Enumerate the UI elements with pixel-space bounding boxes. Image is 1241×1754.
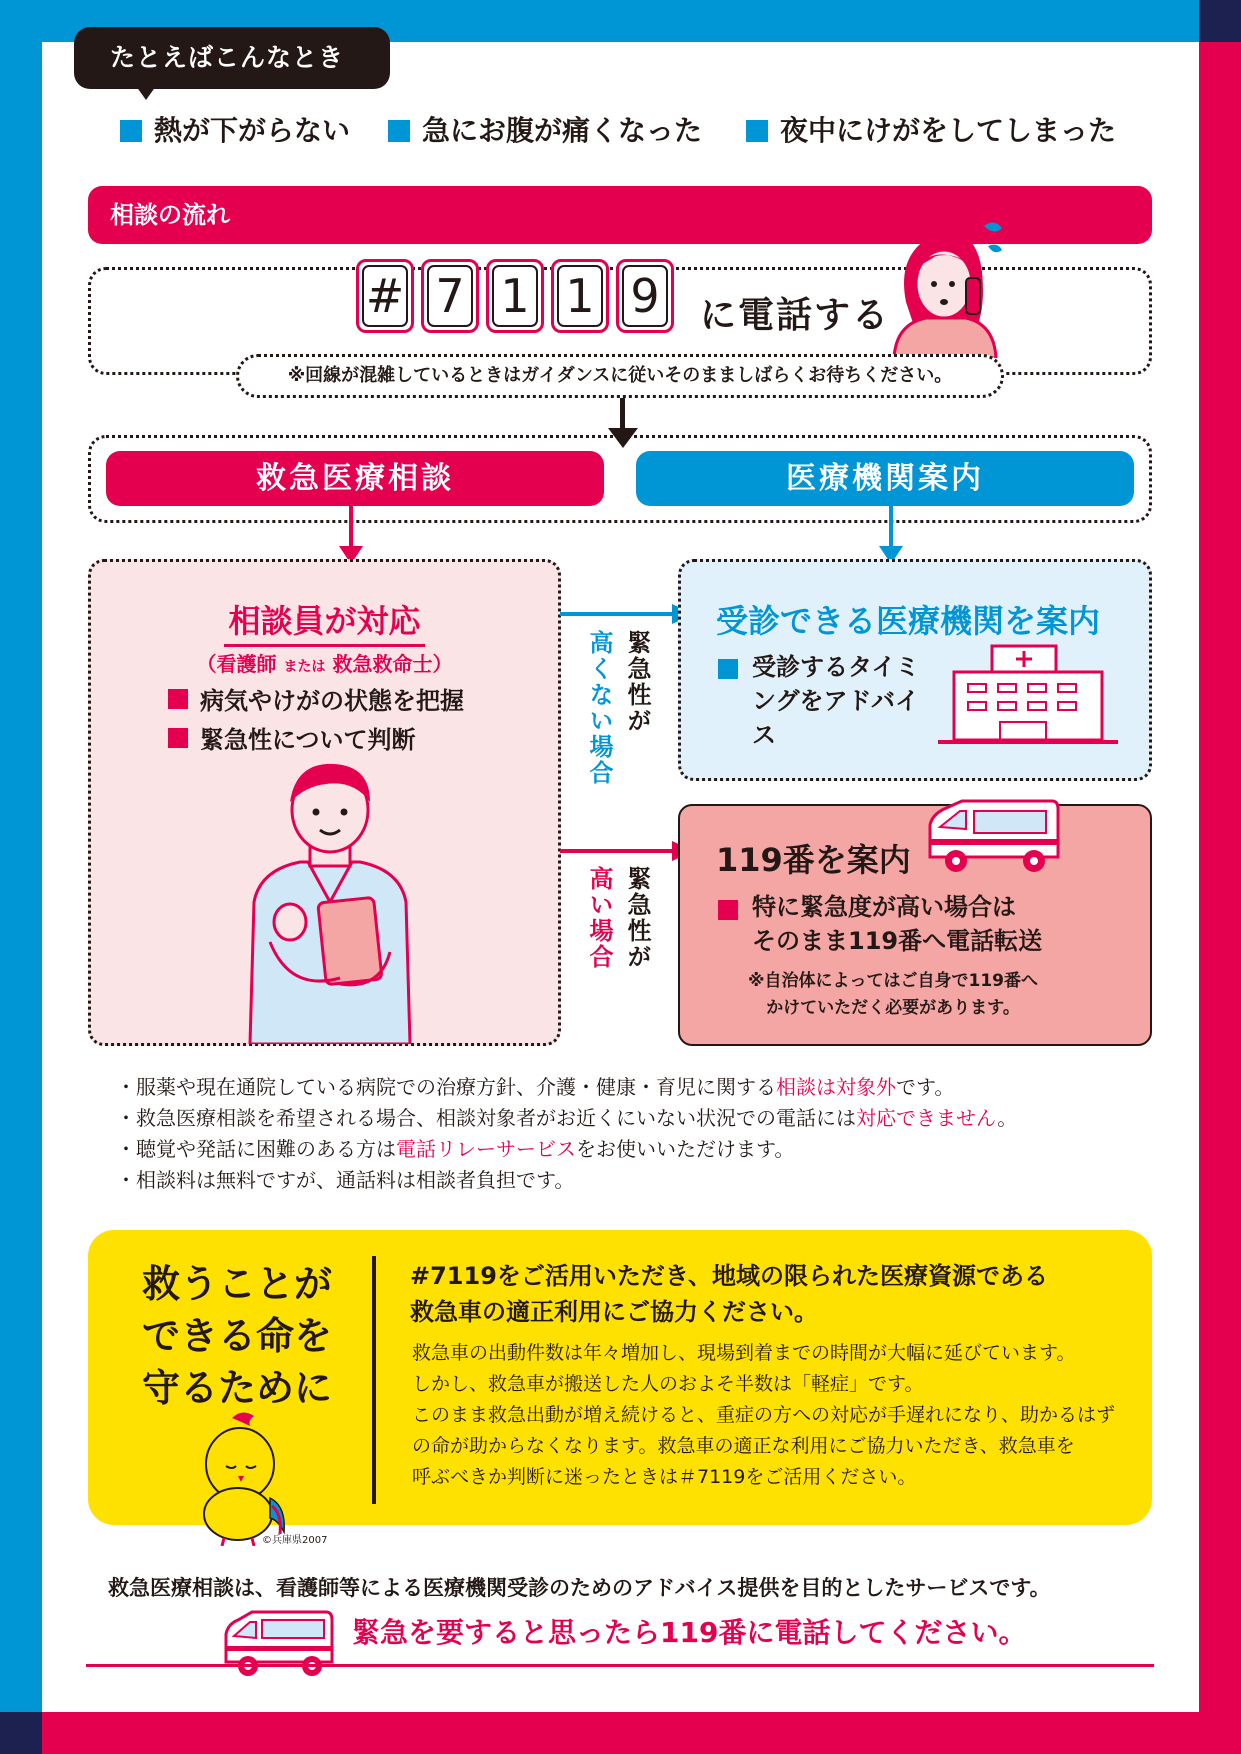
appeal-slogan [118,1258,356,1414]
dial-key-label: 1 [492,265,538,327]
dial-key [486,259,544,333]
note-highlight: 電話リレーサービス [396,1137,576,1161]
dial-key-label: # [362,265,408,327]
dial-key-label: 1 [557,265,603,327]
branch-label-text: 高い場合 [585,866,613,970]
appeal-slogan-line: 守るために [141,1366,332,1410]
mascot-chick-icon [186,1410,292,1546]
down-arrow-icon [338,506,364,566]
consult-sub-close: 救急救命士） [332,652,453,676]
dial-key [421,259,479,333]
appeal-body-line: しかし、救急車が搬送した人のおよそ半数は「軽症」です。 [412,1373,924,1395]
appeal-body-line: 呼ぶべきか判断に迷ったときは＃7119をご活用ください。 [412,1466,917,1488]
footer-note: 救急医療相談は、看護師等による医療機関受診のためのアドバイス提供を目的としたサービスです。 [108,1576,1051,1600]
note-line [116,1072,954,1103]
note-text: 。 [997,1106,1018,1130]
consult-item [168,720,416,755]
note-text: ・聴覚や発話に困難のある方は [116,1137,396,1161]
consult-subtitle [88,648,561,677]
emergency-consult-label: 救急医療相談 [106,451,604,506]
dial-key [551,259,609,333]
consult-title-text: 相談員が対応 [224,602,424,647]
footer-rule [86,1664,1154,1667]
square-bullet-icon [168,689,188,709]
ambulance-note-line: ※自治体によってはご自身で119番へ [748,971,1039,991]
consult-sub-open: （看護師 [196,652,277,676]
ambulance-icon [926,795,1060,875]
guide-text: 受診するタイミングをアドバイス [752,653,920,749]
consult-item [168,681,464,716]
frame-left-bar [0,0,42,1754]
note-line [116,1134,794,1165]
branch-low-wrapper [587,632,659,802]
ambulance-title: 119番を案内 [716,841,911,879]
example-tag: たとえばこんなとき [74,27,390,89]
square-bullet-icon [718,659,738,679]
note-line [116,1103,1017,1134]
appeal-heading [410,1258,1130,1330]
right-arrow-icon [560,841,696,861]
consult-item-label: 緊急性について判断 [200,726,416,754]
woman-phone-icon [886,212,1006,358]
note-text: です。 [896,1075,955,1099]
dial-key [616,259,674,333]
note-text: ・服薬や現在通院している病院での治療方針、介護・健康・育児に関する [116,1075,776,1099]
square-bullet-icon [168,728,188,748]
guide-title: 受診できる医療機関を案内 [716,602,1101,640]
example-item-label: 急にお腹が痛くなった [422,114,703,147]
branch-label-text: 緊急性が [623,866,651,970]
branch-label-text: 緊急性が [623,630,651,734]
example-item [746,113,1116,149]
appeal-slogan-line: できる命を [141,1314,332,1358]
appeal-body-line: 救急車の出動件数は年々増加し、現場到着までの時間が大幅に延びています。 [412,1342,1076,1364]
flow-header: 相談の流れ [88,186,1152,244]
appeal-slogan-line: 救うことが [141,1262,332,1306]
dial-key-label: 7 [427,265,473,327]
example-item [388,113,702,149]
footer-warning: 緊急を要すると思ったら119番に電話してください。 [352,1616,1027,1649]
ambulance-text [752,890,1042,958]
down-arrow-icon [878,506,904,566]
call-note: ※回線が混雑しているときはガイダンスに従いそのまましばらくお待ちください。 [236,354,1004,398]
note-text: ・相談料は無料ですが、通話料は相談者負担です。 [116,1168,575,1192]
branch-label-high [582,866,654,976]
consult-sub-or: または [283,659,326,675]
hospital-icon [938,644,1118,746]
note-text: ・救急医療相談を希望される場合、相談対象者がお近くにいない状況での電話には [116,1106,856,1130]
dial-key-label: 9 [622,265,668,327]
appeal-heading-line: #7119をご活用いただき、地域の限られた医療資源である [410,1262,1048,1290]
call-suffix: に電話する [700,295,891,336]
square-bullet-icon [718,900,738,920]
frame-bottom-bar [0,1712,1241,1754]
ambulance-text-line: 特に緊急度が高い場合は [752,893,1016,921]
note-text: をお使いいただけます。 [576,1137,795,1161]
note-highlight: 対応できません [856,1106,998,1130]
ambulance-note [748,968,1038,1022]
consult-item-label: 病気やけがの状態を把握 [200,687,464,715]
note-line [116,1165,574,1196]
example-item-label: 熱が下がらない [154,114,351,147]
ambulance-icon [222,1608,334,1678]
divider [372,1256,376,1504]
dial-key [356,259,414,333]
frame-corner [0,1712,42,1754]
institution-guide-label: 医療機関案内 [636,451,1134,506]
copyright: ©兵庫県2007 [262,1535,328,1546]
nurse-icon [230,752,430,1044]
note-highlight: 相談は対象外 [776,1075,896,1099]
branch-label-text: 高くない場合 [585,630,613,786]
frame-corner [1199,0,1241,42]
frame-right-bar [1199,0,1241,1754]
appeal-body-line: このまま救急出動が増え続けると、重症の方への対応が手遅れになり、助かるはず [412,1404,1116,1426]
consult-title [88,596,561,642]
square-bullet-icon [120,120,142,142]
example-item [120,113,350,149]
appeal-body [412,1338,1132,1493]
tag-tail [136,86,156,100]
square-bullet-icon [746,120,768,142]
ambulance-text-line: そのまま119番へ電話転送 [752,927,1043,955]
example-item-label: 夜中にけがをしてしまった [780,114,1117,147]
right-arrow-icon [560,604,696,624]
appeal-body-line: の命が助からなくなります。救急車の適正な利用にご協力いただき、救急車を [412,1435,1075,1457]
ambulance-note-line: かけていただく必要があります。 [766,998,1020,1018]
appeal-heading-line: 救急車の適正利用にご協力ください。 [410,1298,818,1326]
square-bullet-icon [388,120,410,142]
